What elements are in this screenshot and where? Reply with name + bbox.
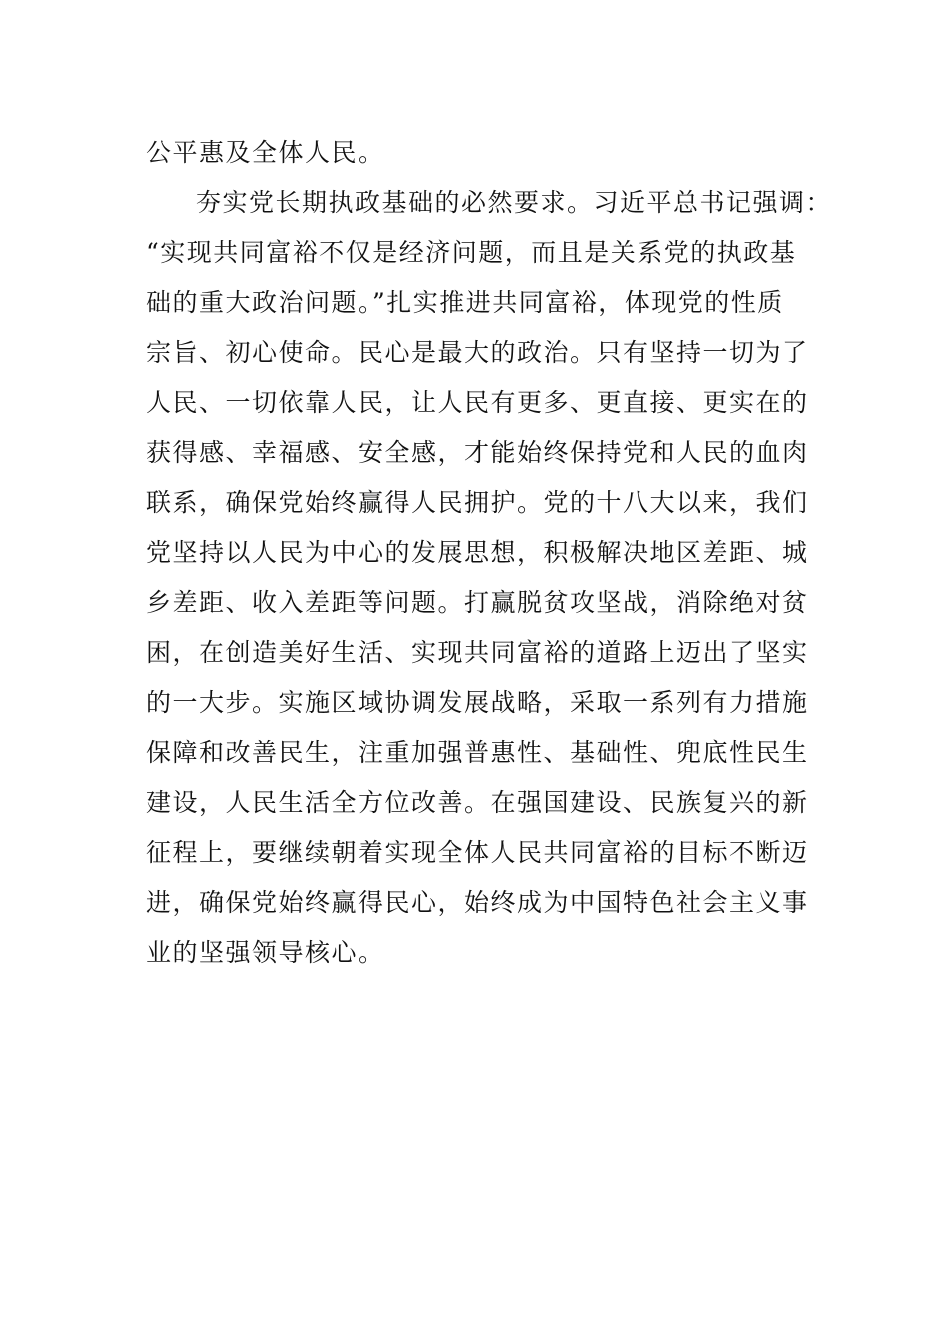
text-line: 保障和改善民生，注重加强普惠性、基础性、兜底性民生	[146, 738, 809, 767]
text-line: 础的重大政治问题。”扎实推进共同富裕，体现党的性质	[146, 288, 784, 317]
text-line: 征程上，要继续朝着实现全体人民共同富裕的目标不断迈	[146, 838, 809, 867]
paragraph-first-line: 夯实党长期执政基础的必然要求。习近平总书记强调：	[196, 188, 833, 217]
text-line: 建设，人民生活全方位改善。在强国建设、民族复兴的新	[146, 788, 809, 817]
text-line: 乡差距、收入差距等问题。打赢脱贫攻坚战，消除绝对贫	[146, 588, 809, 617]
text-line: 宗旨、初心使命。民心是最大的政治。只有坚持一切为了	[146, 338, 809, 367]
body-text	[146, 128, 833, 978]
text-line: 进，确保党始终赢得民心，始终成为中国特色社会主义事	[146, 888, 809, 917]
text-line: 党坚持以人民为中心的发展思想，积极解决地区差距、城	[146, 538, 809, 567]
text-line: 人民、一切依靠人民，让人民有更多、更直接、更实在的	[146, 388, 809, 417]
text-line: 业的坚强领导核心。	[146, 938, 385, 967]
text-line: 的一大步。实施区域协调发展战略，采取一系列有力措施	[146, 688, 809, 717]
text-line: 困，在创造美好生活、实现共同富裕的道路上迈出了坚实	[146, 638, 809, 667]
text-line: 公平惠及全体人民。	[146, 138, 385, 167]
text-line: 联系，确保党始终赢得人民拥护。党的十八大以来，我们	[146, 488, 809, 517]
text-line: 获得感、幸福感、安全感，才能始终保持党和人民的血肉	[146, 438, 809, 467]
text-line: “实现共同富裕不仅是经济问题，而且是关系党的执政基	[146, 238, 797, 267]
